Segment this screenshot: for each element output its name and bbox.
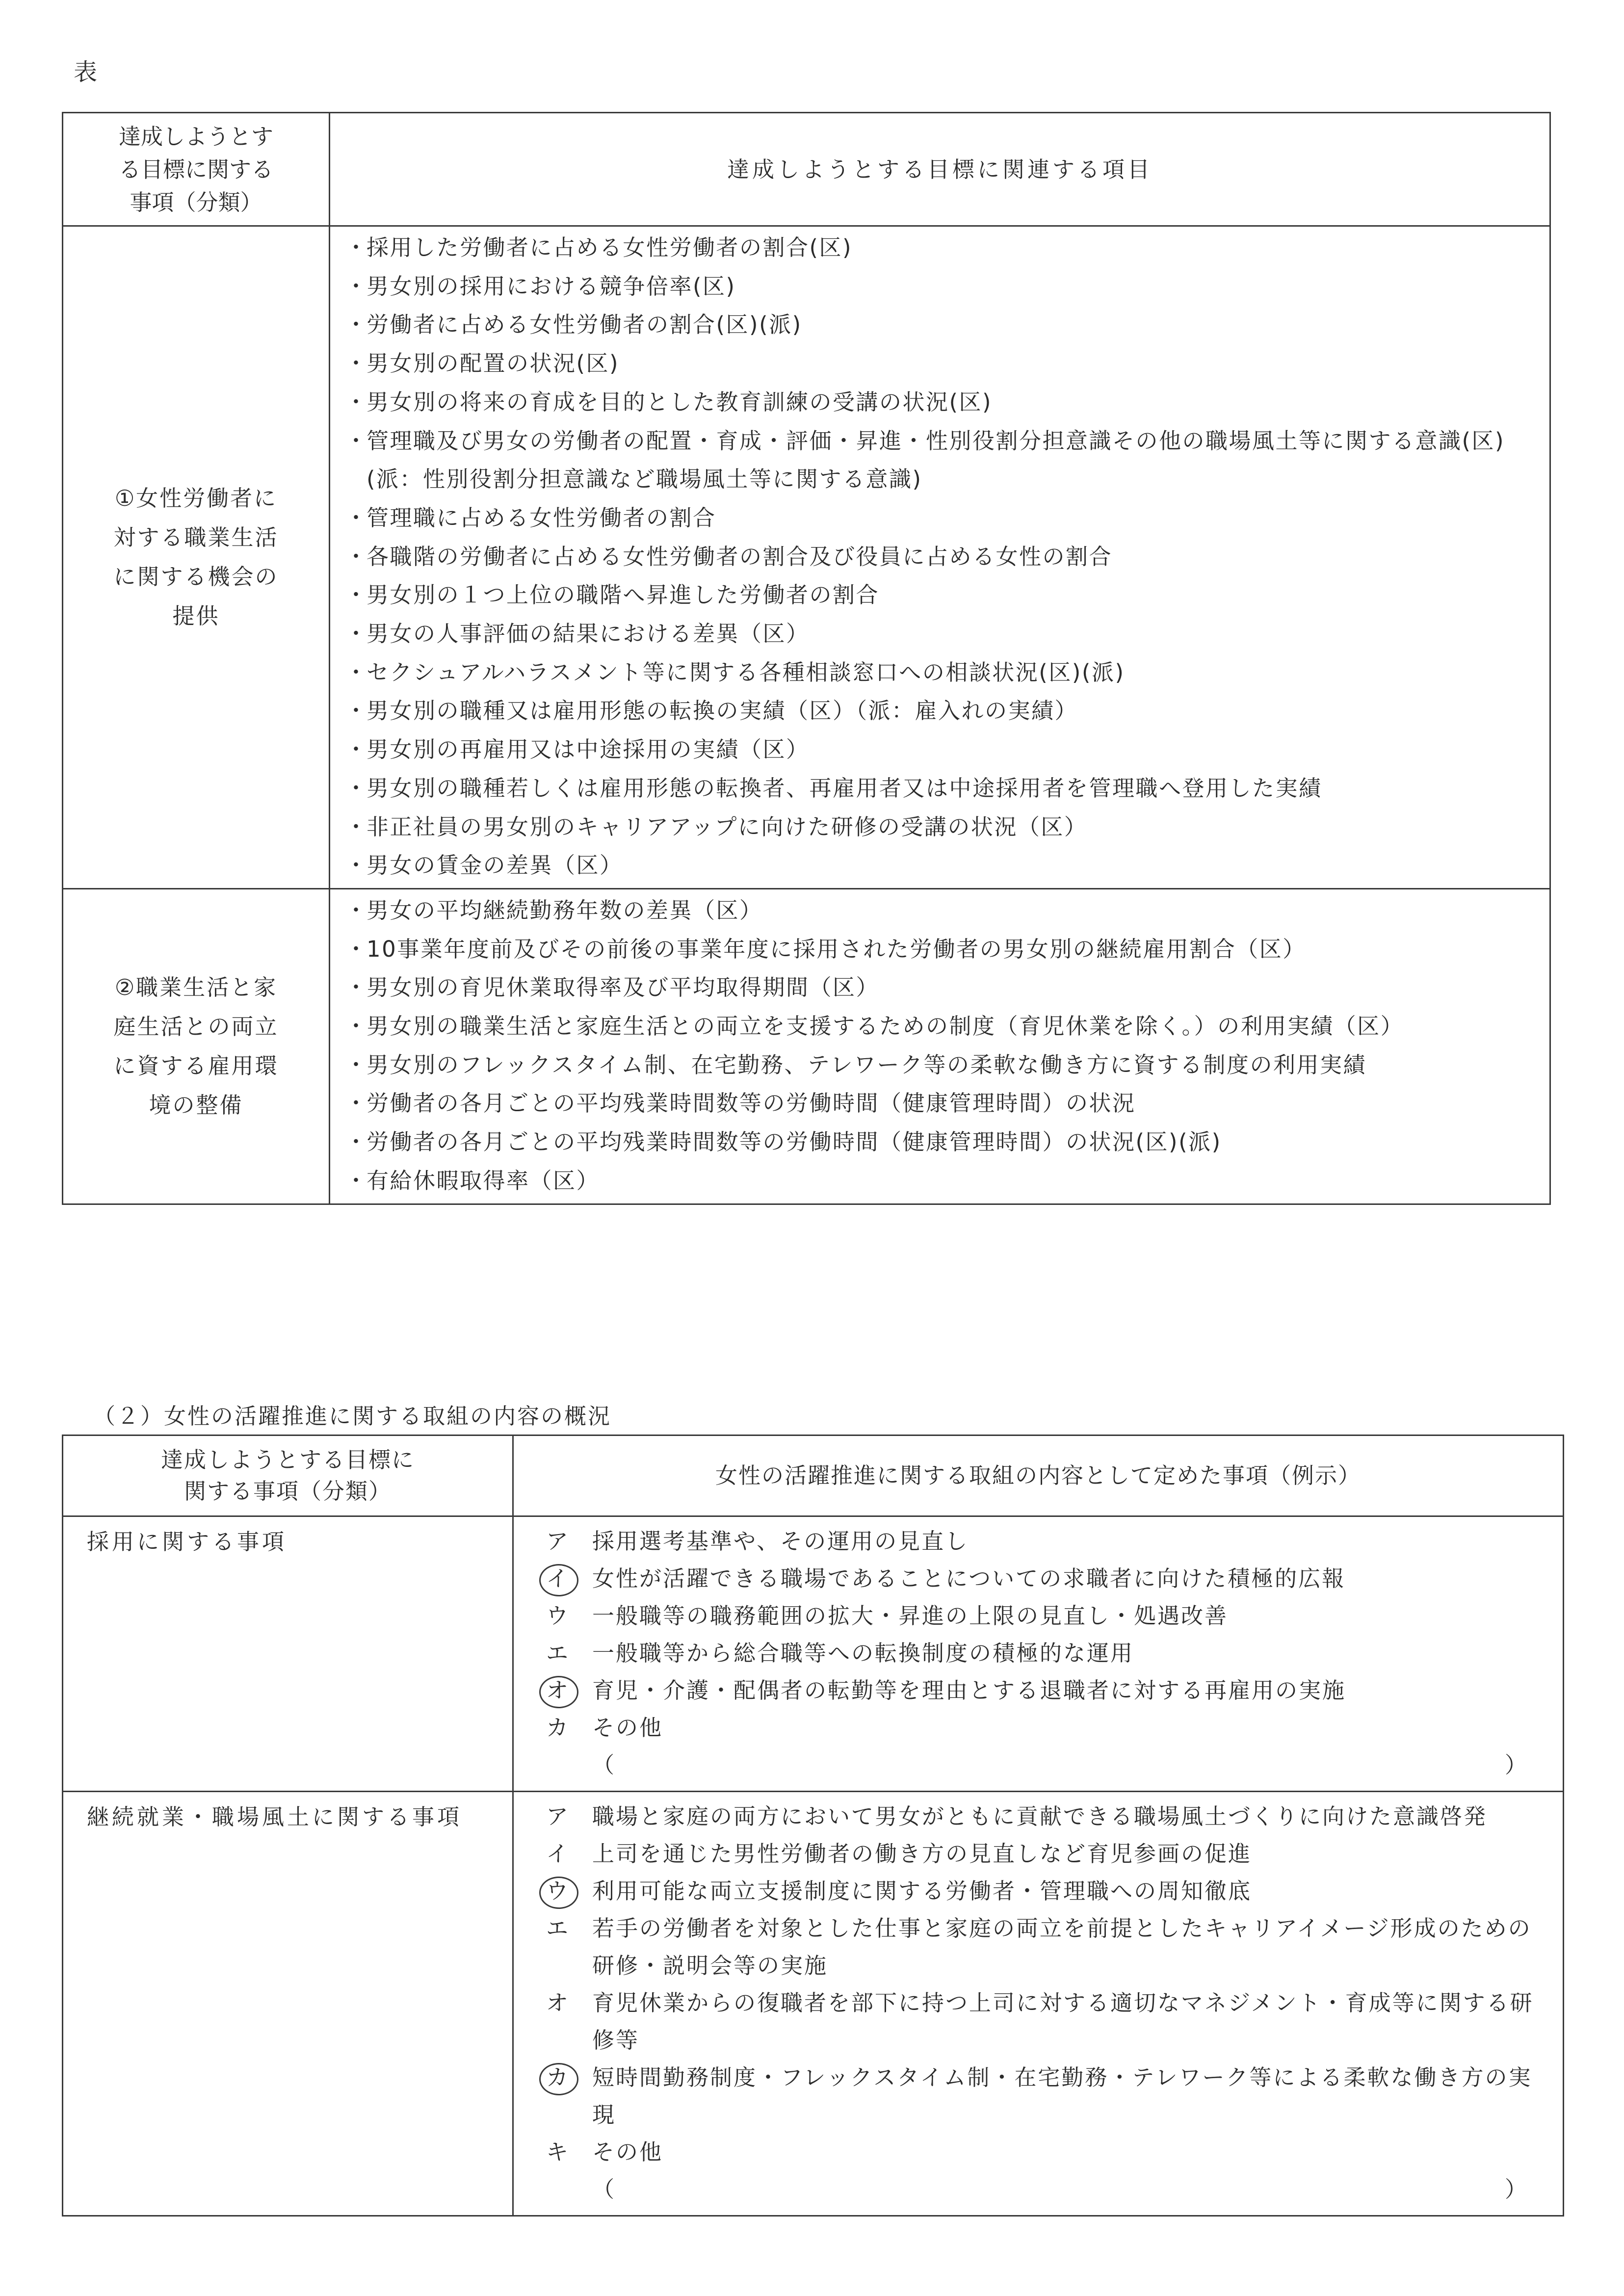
other-details-blank — [528, 1747, 1553, 1784]
list-item: ・ 10事業年度前及びその前後の事業年度に採用された労働者の男女別の継続雇用割合（区） — [345, 930, 1535, 969]
option-text: 採用選考基準や、その運用の見直し — [592, 1528, 969, 1554]
options-cell — [513, 1792, 1564, 2216]
option-item — [528, 1910, 1553, 1984]
option-mark: エ — [546, 1640, 570, 1666]
list-item: ・ 男女の人事評価の結果における差異（区） — [345, 615, 1535, 653]
option-mark: イ — [546, 1841, 570, 1867]
option-text: 若手の労働者を対象とした仕事と家庭の両立を前提としたキャリアイメージ形成のための研修・説明会等の実施 — [592, 1915, 1532, 1979]
header-goal-category: 達成しようとす る目標に関する 事項（分類） — [63, 113, 330, 226]
option-text: 短時間勤務制度・フレックスタイム制・在宅勤務・テレワーク等による柔軟な働き方の実現 — [592, 2064, 1532, 2128]
other-details-blank — [528, 2171, 1553, 2208]
list-item: ・ 男女別の採用における競争倍率(区) — [345, 267, 1535, 306]
list-item: ・ 男女別の配置の状況(区) — [345, 344, 1535, 383]
option-text: 育児・介護・配偶者の転勤等を理由とする退職者に対する再雇用の実施 — [592, 1677, 1346, 1703]
table-header-row — [63, 113, 1550, 226]
option-item-selected — [528, 1873, 1553, 1910]
option-item — [528, 1523, 1553, 1560]
list-item: ・ 管理職に占める女性労働者の割合 — [345, 499, 1535, 538]
header-initiatives: 女性の活躍推進に関する取組の内容として定めた事項（例示） — [513, 1435, 1564, 1516]
list-item: ・ 各職階の労働者に占める女性労働者の割合及び役員に占める女性の割合 — [345, 538, 1535, 576]
option-mark: ア — [546, 1803, 570, 1829]
list-item: ・ 男女の賃金の差異（区） — [345, 846, 1535, 885]
list-item: ・ 男女別の職業生活と家庭生活との両立を支援するための制度（育児休業を除く。）の利用実績（区） — [345, 1007, 1535, 1046]
header-goal-items: 達成しようとする目標に関連する項目 — [330, 113, 1550, 226]
option-item — [528, 1597, 1553, 1635]
option-mark: オ — [546, 1990, 570, 2016]
list-item: ・ 採用した労働者に占める女性労働者の割合(区) — [345, 229, 1535, 267]
option-text: 育児休業からの復職者を部下に持つ上司に対する適切なマネジメント・育成等に関する研修等 — [592, 1990, 1534, 2053]
list-item: ・ 男女別の将来の育成を目的とした教育訓練の受講の状況(区) — [345, 383, 1535, 422]
list-item: ・ 男女の平均継続勤務年数の差異（区） — [345, 891, 1535, 930]
table-row — [63, 226, 1550, 889]
list-item: ・ 非正社員の男女別のキャリアアップに向けた研修の受講の状況（区） — [345, 808, 1535, 847]
paren-open: （ — [592, 2176, 615, 2202]
circled-option-mark: イ — [543, 1560, 573, 1597]
list-item: ・ 労働者の各月ごとの平均残業時間数等の労働時間（健康管理時間）の状況 — [345, 1084, 1535, 1123]
option-item-selected — [528, 2059, 1553, 2134]
paren-close: ） — [1505, 2176, 1527, 2202]
paren-close: ） — [1505, 1752, 1527, 1778]
option-mark: ウ — [546, 1603, 570, 1629]
option-item — [528, 1709, 1553, 1747]
option-text: 一般職等から総合職等への転換制度の積極的な運用 — [592, 1640, 1134, 1666]
options-cell — [513, 1516, 1564, 1792]
item-list — [330, 227, 1549, 888]
table-row — [63, 1516, 1564, 1792]
circled-option-mark: ウ — [543, 1873, 573, 1910]
list-item: ・ 労働者の各月ごとの平均残業時間数等の労働時間（健康管理時間）の状況(区)(派) — [345, 1123, 1535, 1162]
list-item: ・ 男女別の育児休業取得率及び平均取得期間（区） — [345, 968, 1535, 1007]
page-label: 表 — [74, 58, 98, 86]
circled-option-mark: オ — [543, 1672, 573, 1709]
list-item: ・ 男女別の１つ上位の職階へ昇進した労働者の割合 — [345, 576, 1535, 615]
list-item: ・ 労働者に占める女性労働者の割合(区)(派) — [345, 306, 1535, 344]
list-item: ・ 男女別の職種又は雇用形態の転換の実績（区）（派：雇入れの実績） — [345, 692, 1535, 731]
category-cell: ②職業生活と家 庭生活との両立 に資する雇用環 境の整備 — [63, 888, 330, 1204]
table-row — [63, 1792, 1564, 2216]
list-item: ・ 管理職及び男女の労働者の配置・育成・評価・昇進・性別役割分担意識その他の職場風土等に関する意識(区)(派：性別役割分担意識など職場風土等に関する意識) — [345, 422, 1535, 499]
list-item: ・ セクシュアルハラスメント等に関する各種相談窓口への相談状況(区)(派) — [345, 653, 1535, 692]
option-item — [528, 2134, 1553, 2171]
initiatives-table — [62, 1435, 1564, 2217]
option-mark: キ — [546, 2139, 570, 2165]
paren-open: （ — [592, 1752, 615, 1778]
goal-items-table — [62, 112, 1551, 1205]
category-cell: ①女性労働者に 対する職業生活 に関する機会の 提供 — [63, 226, 330, 889]
option-text: 女性が活躍できる職場であることについての求職者に向けた積極的広報 — [592, 1565, 1346, 1592]
list-item: ・ 男女別の職種若しくは雇用形態の転換者、再雇用者又は中途採用者を管理職へ登用した実績 — [345, 769, 1535, 808]
option-item-selected — [528, 1560, 1553, 1597]
item-list — [330, 889, 1549, 1203]
category-cell: 継続就業・職場風土に関する事項 — [63, 1792, 513, 2216]
option-text: 一般職等の職務範囲の拡大・昇進の上限の見直し・処遇改善 — [592, 1603, 1229, 1629]
items-cell — [330, 226, 1550, 889]
option-text: 上司を通じた男性労働者の働き方の見直しなど育児参画の促進 — [592, 1841, 1252, 1867]
list-item: ・ 男女別の再雇用又は中途採用の実績（区） — [345, 731, 1535, 769]
option-mark: カ — [546, 1715, 570, 1741]
list-item: ・ 有給休暇取得率（区） — [345, 1162, 1535, 1200]
table-row — [63, 888, 1550, 1204]
option-text: 利用可能な両立支援制度に関する労働者・管理職への周知徹底 — [592, 1878, 1252, 1904]
option-item — [528, 1798, 1553, 1835]
option-item — [528, 1984, 1553, 2059]
table-header-row — [63, 1435, 1564, 1516]
header-goal-category: 達成しようとする目標に 関する事項（分類） — [63, 1435, 513, 1516]
option-item-selected — [528, 1672, 1553, 1709]
option-text: その他 — [592, 2139, 663, 2165]
items-cell — [330, 888, 1550, 1204]
option-text: 職場と家庭の両方において男女がともに貢献できる職場風土づくりに向けた意識啓発 — [592, 1803, 1488, 1829]
circled-option-mark: カ — [543, 2059, 573, 2096]
category-cell: 採用に関する事項 — [63, 1516, 513, 1792]
section-heading: （２）女性の活躍推進に関する取組の内容の概況 — [93, 1403, 612, 1429]
option-mark: ア — [546, 1528, 570, 1554]
list-item: ・ 男女別のフレックスタイム制、在宅勤務、テレワーク等の柔軟な働き方に資する制度の利用実績 — [345, 1046, 1535, 1085]
option-item — [528, 1635, 1553, 1672]
option-text: その他 — [592, 1715, 663, 1741]
option-item — [528, 1835, 1553, 1873]
option-mark: エ — [546, 1915, 570, 1941]
